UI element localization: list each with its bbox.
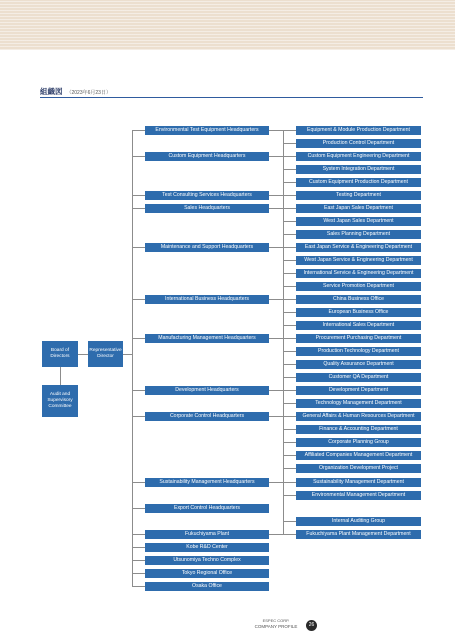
hq-box: International Business Headquarters: [145, 295, 269, 304]
dept-connector: [283, 260, 296, 261]
dept-box: Sales Planning Department: [296, 230, 421, 239]
dept-connector: [283, 312, 296, 313]
hq-box: Environmental Test Equipment Headquarters: [145, 126, 269, 135]
hq-dept-connector: [269, 156, 283, 157]
hq-box: Maintenance and Support Headquarters: [145, 243, 269, 252]
hq-dept-connector: [269, 534, 283, 535]
dept-connector: [283, 169, 296, 170]
dept-connector: [283, 221, 296, 222]
hq-connector: [132, 156, 145, 157]
dept-box: Procurement Purchasing Department: [296, 334, 421, 343]
dept-box: East Japan Sales Department: [296, 204, 421, 213]
audit-committee: [42, 385, 78, 417]
left-connector: [123, 354, 133, 355]
dept-connector: [283, 156, 296, 157]
dept-box: Custom Equipment Engineering Department: [296, 152, 421, 161]
site-box: Osaka Office: [145, 582, 269, 591]
site-box: Tokyo Regional Office: [145, 569, 269, 578]
dept-connector: [283, 247, 296, 248]
trunk-line: [132, 130, 133, 586]
dept-box: System Integration Department: [296, 165, 421, 174]
dept-box: Organization Development Project: [296, 464, 421, 473]
dept-connector: [283, 403, 296, 404]
dept-box: Fukuchiyama Plant Management Department: [296, 530, 421, 539]
dept-connector: [283, 390, 296, 391]
dept-box: Custom Equipment Production Department: [296, 178, 421, 187]
page-title: [40, 86, 111, 97]
dept-box: Finance & Accounting Department: [296, 425, 421, 434]
dept-box: Production Control Department: [296, 139, 421, 148]
title-underline: [40, 97, 423, 98]
dept-connector: [283, 351, 296, 352]
dept-connector: [283, 416, 296, 417]
dept-connector: [283, 442, 296, 443]
site-box: Fukuchiyama Plant: [145, 530, 269, 539]
footer-brand: [254, 618, 298, 630]
representative-director: [88, 341, 123, 367]
dept-connector: [283, 521, 296, 522]
hq-connector: [132, 338, 145, 339]
hq-dept-connector: [269, 195, 283, 196]
audit-connector: [60, 367, 61, 385]
hq-connector: [132, 573, 145, 574]
hq-box: Manufacturing Management Headquarters: [145, 334, 269, 343]
hq-dept-connector: [269, 208, 283, 209]
representative-label: Representative Director: [89, 348, 122, 359]
hq-box: Test Consulting Services Headquarters: [145, 191, 269, 200]
dept-connector: [283, 182, 296, 183]
hq-dept-connector: [269, 338, 283, 339]
dept-box: Customer QA Department: [296, 373, 421, 382]
dept-box: West Japan Service & Engineering Department: [296, 256, 421, 265]
dept-connector: [283, 482, 296, 483]
page-number: 26: [306, 620, 317, 631]
dept-connector: [283, 130, 296, 131]
hq-connector: [132, 508, 145, 509]
dept-box: Equipment & Module Production Department: [296, 126, 421, 135]
hq-connector: [132, 247, 145, 248]
hq-box: Custom Equipment Headquarters: [145, 152, 269, 161]
dept-connector: [283, 429, 296, 430]
dept-connector: [283, 286, 296, 287]
hq-connector: [132, 208, 145, 209]
dept-connector: [283, 299, 296, 300]
dept-box: International Service & Engineering Department: [296, 269, 421, 278]
site-box: Kobe R&D Center: [145, 543, 269, 552]
hq-box: Corporate Control Headquarters: [145, 412, 269, 421]
dept-box: Quality Assurance Department: [296, 360, 421, 369]
dept-connector: [283, 534, 296, 535]
dept-connector: [283, 234, 296, 235]
hq-dept-connector: [269, 416, 283, 417]
dept-connector: [283, 468, 296, 469]
dept-box: Technology Management Department: [296, 399, 421, 408]
board-of-directors: [42, 341, 78, 367]
hq-box: Export Control Headquarters: [145, 504, 269, 513]
footer-brand-company: ESPEC CORP.: [262, 618, 290, 623]
hq-connector: [132, 482, 145, 483]
dept-line: [283, 130, 284, 535]
hq-connector: [132, 586, 145, 587]
hq-dept-connector: [269, 130, 283, 131]
title-text: 組織図: [40, 87, 63, 96]
hq-dept-connector: [269, 482, 283, 483]
dept-connector: [283, 377, 296, 378]
dept-connector: [283, 325, 296, 326]
dept-box: West Japan Sales Department: [296, 217, 421, 226]
hq-connector: [132, 195, 145, 196]
dept-connector: [283, 143, 296, 144]
hq-dept-connector: [269, 247, 283, 248]
board-label: Board of Directors: [50, 348, 70, 359]
dept-box: Internal Auditing Group: [296, 517, 421, 526]
dept-box: International Sales Department: [296, 321, 421, 330]
dept-connector: [283, 195, 296, 196]
title-date: （2023年6月23日）: [66, 90, 111, 96]
hq-dept-connector: [269, 299, 283, 300]
dept-box: East Japan Service & Engineering Department: [296, 243, 421, 252]
hq-connector: [132, 299, 145, 300]
footer-brand-profile: COMPANY PROFILE: [254, 624, 298, 629]
dept-box: Sustainability Management Department: [296, 478, 421, 487]
dept-box: Affiliated Companies Management Department: [296, 451, 421, 460]
hq-connector: [132, 390, 145, 391]
dept-connector: [283, 338, 296, 339]
dept-connector: [283, 364, 296, 365]
dept-connector: [283, 455, 296, 456]
hq-connector: [132, 560, 145, 561]
dept-connector: [283, 273, 296, 274]
dept-connector: [283, 208, 296, 209]
dept-box: Production Technology Department: [296, 347, 421, 356]
audit-label: Audit and Supervisory Committee: [47, 392, 73, 409]
dept-box: Service Promotion Department: [296, 282, 421, 291]
dept-box: Development Department: [296, 386, 421, 395]
site-box: Utsunomiya Techno Complex: [145, 556, 269, 565]
hq-box: Development Headquarters: [145, 386, 269, 395]
hq-box: Sustainability Management Headquarters: [145, 478, 269, 487]
dept-box: Environmental Management Department: [296, 491, 421, 500]
hq-box: Sales Headquarters: [145, 204, 269, 213]
header-decorative-band: [0, 0, 455, 50]
hq-connector: [132, 547, 145, 548]
left-connector: [78, 354, 88, 355]
dept-box: Testing Department: [296, 191, 421, 200]
dept-box: China Business Office: [296, 295, 421, 304]
hq-connector: [132, 416, 145, 417]
dept-box: European Business Office: [296, 308, 421, 317]
dept-box: Corporate Planning Group: [296, 438, 421, 447]
dept-box: General Affairs & Human Resources Department: [296, 412, 421, 421]
dept-connector: [283, 495, 296, 496]
hq-dept-connector: [269, 390, 283, 391]
hq-connector: [132, 130, 145, 131]
hq-connector: [132, 534, 145, 535]
